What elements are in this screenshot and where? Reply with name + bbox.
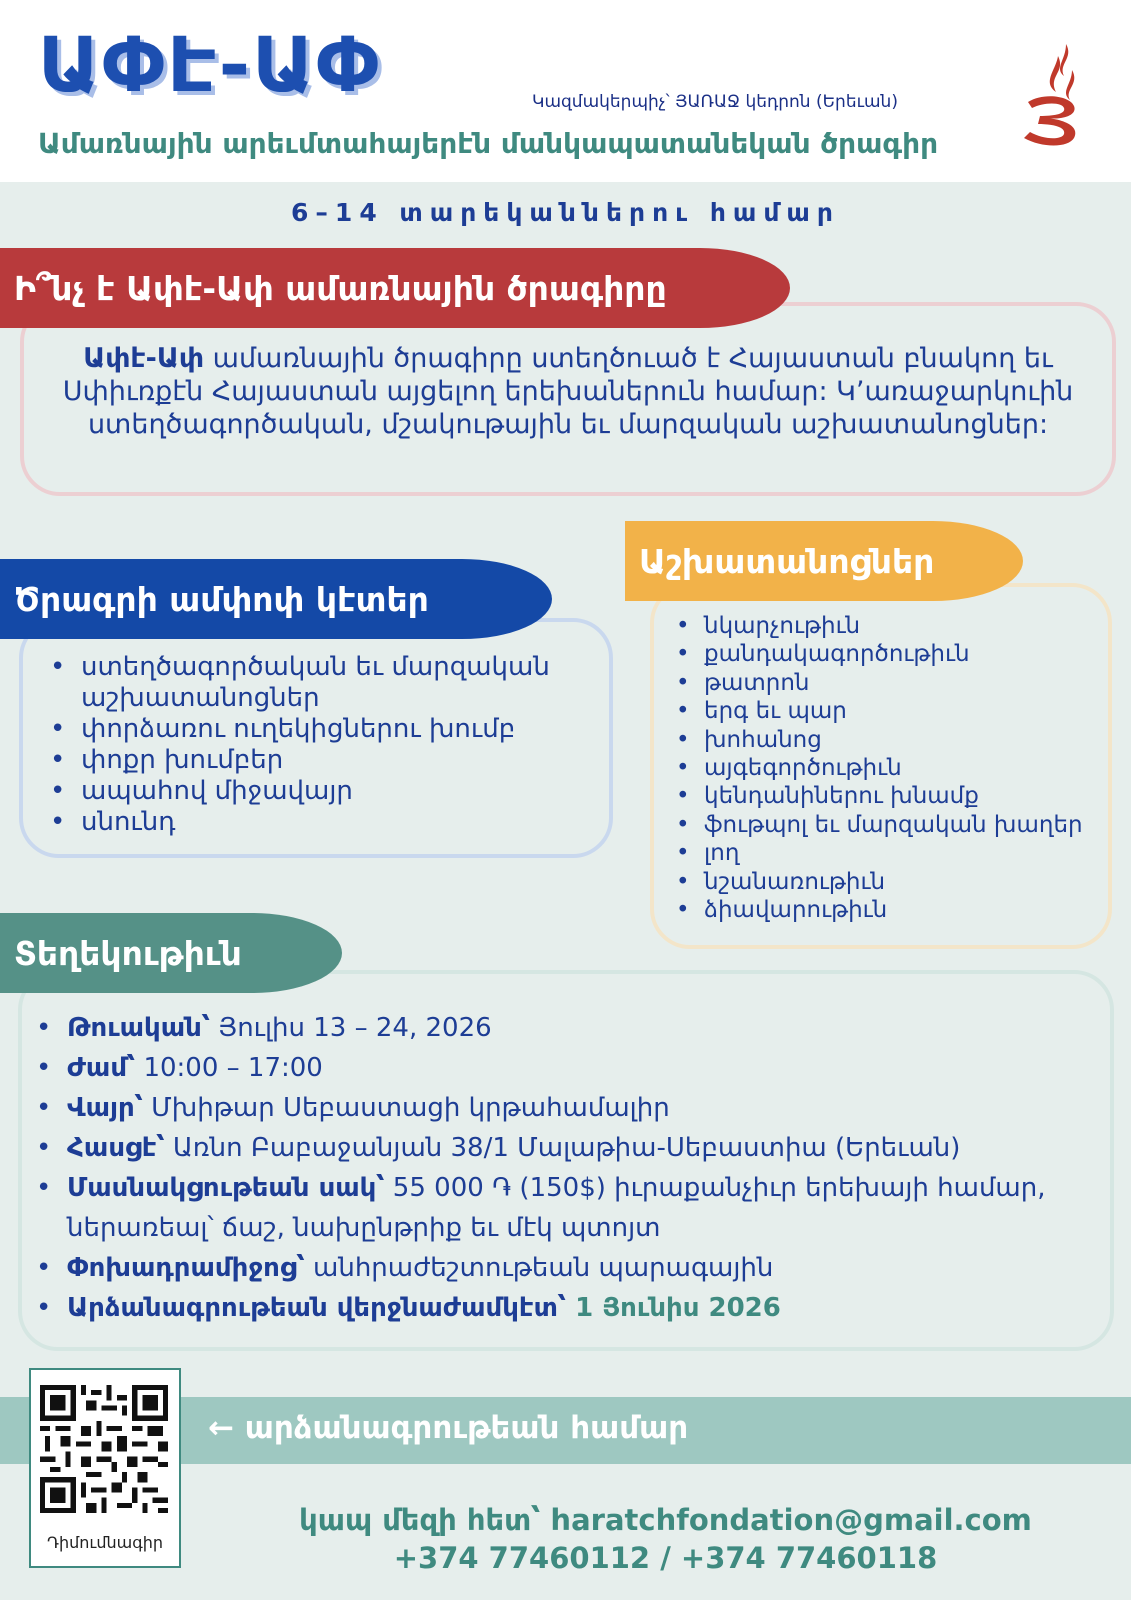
info-fee	[36, 1168, 1116, 1248]
info-label: Վայր՝	[67, 1093, 143, 1123]
info-value: անհրաժեշտութեան պարագային	[304, 1253, 774, 1283]
info-value: Յուլիս 13 – 24, 2026	[210, 1013, 492, 1043]
about-heading: Ի՞նչ է Ափէ-Ափ ամառնային ծրագիրը	[0, 248, 790, 328]
info-label: Մասնակցութեան սակ՝	[67, 1173, 385, 1203]
info-label: Հասցէ՝	[67, 1133, 165, 1163]
info-deadline	[36, 1288, 1116, 1328]
list-item: • նկարչութիւն	[676, 612, 1116, 640]
info-label: Փոխադրամիջոց՝	[67, 1253, 305, 1283]
age-range: 6–14 տարեկաններու համար	[291, 198, 840, 227]
info-value: Առնո Բաբաջանյան 38/1 Մալաթիա-Սեբաստիա (Երեւան)	[164, 1133, 961, 1163]
list-item: • նշանառութիւն	[676, 868, 1116, 896]
list-item: • ապահով միջավայր	[50, 776, 610, 807]
about-text-rest: ամառնային ծրագիրը ստեղծուած է Հայաստան բնակող եւ Սփիւռքէն Հայաստան այցելող երեխաներուն համար: Կ’առաջարկուին ստեղծագործական, մշակութային եւ մարզական աշխատանոցներ:	[62, 343, 1074, 440]
key-points-list	[50, 652, 610, 838]
contact-email[interactable]: կապ մեզի հետ՝ haratchfondation@gmail.com	[299, 1503, 1032, 1537]
info-heading: Տեղեկութիւն	[0, 913, 342, 993]
qr-code-icon[interactable]	[40, 1385, 168, 1513]
info-value: 10:00 – 17:00	[135, 1053, 323, 1083]
list-item: • երգ եւ պար	[676, 697, 1116, 725]
info-list	[36, 1008, 1116, 1328]
list-item: • ֆութպոլ եւ մարզական խաղեր	[676, 811, 1116, 839]
list-item: • խոհանոց	[676, 726, 1116, 754]
key-points-heading: Ծրագրի ամփոփ կէտեր	[0, 559, 552, 639]
info-transport	[36, 1248, 1116, 1288]
organizer-line: Կազմակերպիչ՝ ՅԱՌԱՋ կեդրոն (Երեւան)	[532, 92, 898, 112]
list-item: • ստեղծագործական եւ մարզական աշխատանոցներ	[50, 652, 610, 714]
page-subtitle: Ամառնային արեւմտահայերէն մանկապատանեկան ծրագիր	[38, 127, 939, 160]
info-address	[36, 1128, 1116, 1168]
list-item: • փոքր խումբեր	[50, 745, 610, 776]
list-item: • լող	[676, 839, 1116, 867]
about-text	[40, 342, 1096, 441]
page-title: ԱՓԷ-ԱՓ	[38, 20, 382, 109]
workshops-heading: Աշխատանոցներ	[625, 521, 1023, 601]
info-label: Թուական՝	[67, 1013, 211, 1043]
info-value: Մխիթար Սեբաստացի կրթահամալիր	[142, 1093, 670, 1123]
list-item: • այգեգործութիւն	[676, 754, 1116, 782]
about-text-bold: Ափէ-Ափ	[83, 343, 205, 374]
list-item: • կենդանիներու խնամք	[676, 782, 1116, 810]
haratch-logo-icon	[1014, 40, 1094, 150]
list-item: • ձիավարութիւն	[676, 896, 1116, 924]
info-value: 55 000 ֏ (150$) իւրաքանչիւր երեխայի համար, ներառեալ՝ ճաշ, նախընթրիք եւ մէկ պտոյտ	[67, 1173, 1046, 1243]
registration-text[interactable]: ← արձանագրութեան համար	[208, 1410, 689, 1446]
info-label: Ժամ՝	[67, 1053, 136, 1083]
info-date	[36, 1008, 1116, 1048]
contact-phones[interactable]: +374 77460112 / +374 77460118	[393, 1541, 938, 1575]
info-time	[36, 1048, 1116, 1088]
list-item: • փորձառու ուղեկիցներու խումբ	[50, 714, 610, 745]
info-label: Արձանագրութեան վերջնաժամկէտ՝	[67, 1293, 567, 1323]
info-value: 1 Յունիս 2026	[566, 1293, 781, 1323]
qr-label: Դիմումնագիր	[46, 1533, 164, 1552]
list-item: • թատրոն	[676, 669, 1116, 697]
list-item: • սնունդ	[50, 807, 610, 838]
workshops-list	[676, 612, 1116, 924]
list-item: • քանդակագործութիւն	[676, 640, 1116, 668]
info-venue	[36, 1088, 1116, 1128]
